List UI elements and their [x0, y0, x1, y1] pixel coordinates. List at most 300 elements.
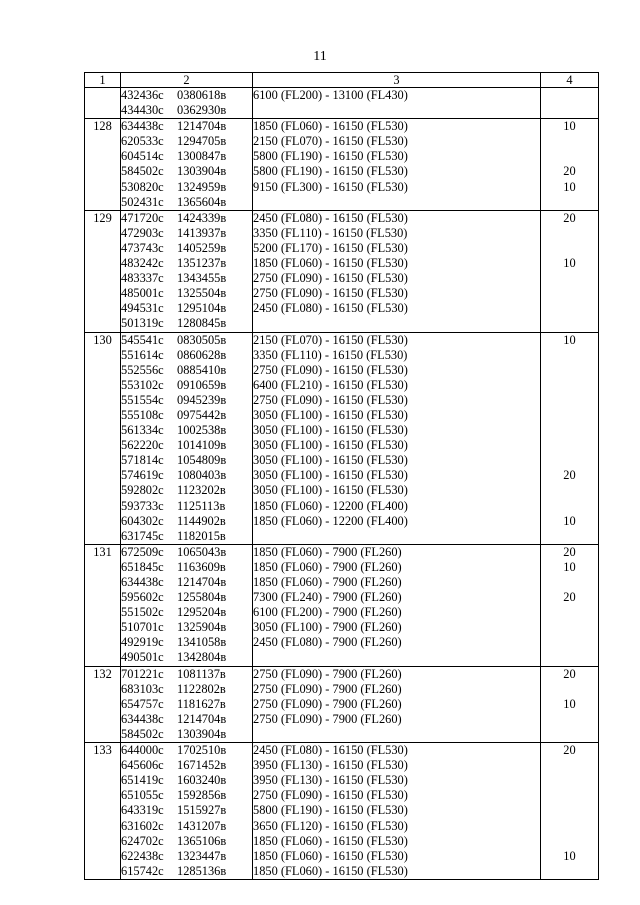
coordinate-pair: [121, 773, 252, 788]
value: [541, 393, 598, 408]
value: [541, 453, 598, 468]
altitude-range: 3050 (FL100) - 7900 (FL260): [253, 620, 402, 635]
value: 20: [563, 743, 576, 758]
value: [541, 788, 598, 803]
altitude-range: 3350 (FL110) - 16150 (FL530): [253, 347, 408, 362]
longitude: 1214704в: [177, 575, 227, 589]
longitude: 1295204в: [177, 605, 227, 620]
altitude-range: 5800 (FL190) - 16150 (FL530): [253, 149, 408, 164]
altitude-range: 5800 (FL190) - 16150 (FL530): [253, 803, 408, 818]
altitude-range: 2750 (FL090) - 16150 (FL530): [253, 392, 408, 407]
altitude-range: 2750 (FL090) - 7900 (FL260): [253, 666, 402, 681]
latitude: 574619с: [121, 468, 164, 483]
coordinate-pair: [121, 378, 252, 393]
altitude-range: 3050 (FL100) - 16150 (FL530): [253, 407, 408, 422]
altitude-range: 6400 (FL210) - 16150 (FL530): [253, 377, 408, 392]
latitude: 473743с: [121, 240, 164, 255]
table-row: [85, 743, 599, 880]
value: 10: [563, 256, 576, 271]
value: [541, 88, 598, 103]
longitude: 1285136в: [177, 863, 227, 878]
value: 20: [563, 590, 576, 605]
longitude: 1182015в: [177, 528, 226, 543]
longitude: 1300847в: [177, 149, 227, 164]
coordinate-pair: [121, 712, 252, 727]
table-row: [85, 544, 599, 666]
value: [541, 134, 598, 149]
latitude: 551554с: [121, 392, 164, 407]
coordinate-pair: [121, 788, 252, 803]
value: [541, 803, 598, 818]
coordinate-pair: [121, 226, 252, 241]
group-number: [85, 743, 121, 880]
altitude-range: 2750 (FL090) - 16150 (FL530): [253, 271, 408, 286]
coordinate-pair: [121, 667, 252, 682]
value: [541, 438, 598, 453]
longitude: 1002538в: [177, 423, 227, 438]
latitude: 553102с: [121, 377, 164, 392]
value: 20: [563, 210, 576, 225]
latitude: 620533с: [121, 134, 164, 149]
coordinate-pair: [121, 560, 252, 575]
coordinate-pair: [121, 363, 252, 378]
coordinate-pair: [121, 256, 252, 271]
group-number-text: 129: [93, 210, 112, 225]
longitude: 0380618в: [177, 88, 227, 102]
longitude: 1280845в: [177, 316, 227, 331]
longitude: 1081137в: [177, 666, 226, 681]
value: [541, 241, 598, 256]
longitude: 0860628в: [177, 347, 227, 362]
group-number: [85, 119, 121, 211]
header-col-1: 1: [85, 73, 121, 88]
value: [541, 712, 598, 727]
altitude-range: 5800 (FL190) - 16150 (FL530): [253, 164, 408, 179]
value: [541, 423, 598, 438]
longitude: 1214704в: [177, 119, 227, 134]
value: [541, 635, 598, 650]
coordinate-pair: [121, 134, 252, 149]
coordinates-cell: [121, 119, 253, 211]
coordinate-pair: [121, 682, 252, 697]
value-cell: [541, 743, 599, 880]
coordinate-pair: [121, 271, 252, 286]
longitude: 1294705в: [177, 134, 227, 149]
altitude-range: 1850 (FL060) - 16150 (FL530): [253, 833, 408, 848]
latitude: 492919с: [121, 635, 164, 650]
longitude: 1323447в: [177, 848, 227, 863]
altitude-range: 1850 (FL060) - 12200 (FL400): [253, 513, 408, 528]
altitude-range: 2450 (FL080) - 16150 (FL530): [253, 301, 408, 316]
value: 10: [563, 559, 576, 574]
group-number: [85, 88, 121, 119]
latitude: 644000с: [121, 743, 164, 758]
latitude: 551614с: [121, 347, 164, 362]
longitude: 1054809в: [177, 453, 227, 468]
longitude: 1122802в: [177, 681, 226, 696]
altitude-range: 1850 (FL060) - 7900 (FL260): [253, 575, 402, 589]
value: [541, 316, 598, 331]
longitude: 1163609в: [177, 559, 226, 574]
group-number-text: 128: [93, 119, 112, 134]
longitude: 1255804в: [177, 590, 227, 605]
latitude: 510701с: [121, 620, 164, 635]
altitude-range: 1850 (FL060) - 12200 (FL400): [253, 498, 408, 513]
longitude: 1303904в: [177, 164, 227, 179]
altitude-range: [253, 103, 540, 118]
longitude: 1702510в: [177, 743, 227, 758]
coordinate-pair: [121, 650, 252, 665]
latitude: 624702с: [121, 833, 164, 848]
coordinate-pair: [121, 301, 252, 316]
value: 10: [563, 179, 576, 194]
coordinate-pair: [121, 438, 252, 453]
group-number: [85, 666, 121, 742]
table-body: [85, 88, 599, 880]
longitude: 1365604в: [177, 194, 227, 209]
latitude: 555108с: [121, 407, 164, 422]
value-cell: [541, 332, 599, 544]
altitude-range: 3050 (FL100) - 16150 (FL530): [253, 423, 408, 438]
coordinate-pair: [121, 758, 252, 773]
longitude: 1065043в: [177, 544, 227, 559]
coordinate-pair: [121, 819, 252, 834]
value: [541, 499, 598, 514]
header-col-2: 2: [121, 73, 253, 88]
altitude-range: 9150 (FL300) - 16150 (FL530): [253, 179, 408, 194]
longitude: 1424339в: [177, 210, 227, 225]
value-cell: [541, 119, 599, 211]
latitude: 584502с: [121, 164, 164, 179]
altitude-range: 5200 (FL170) - 16150 (FL530): [253, 240, 408, 255]
coordinate-pair: [121, 605, 252, 620]
latitude: 483242с: [121, 256, 164, 271]
value: 10: [563, 332, 576, 347]
longitude: 1324959в: [177, 179, 227, 194]
value-cell: [541, 210, 599, 332]
coordinate-pair: [121, 545, 252, 560]
coordinate-pair: [121, 103, 252, 118]
altitude-range: 2750 (FL090) - 16150 (FL530): [253, 788, 408, 803]
longitude: 1341058в: [177, 635, 227, 650]
coordinate-pair: [121, 697, 252, 712]
latitude: 571814с: [121, 453, 164, 468]
table-row: [85, 210, 599, 332]
longitude: 1123202в: [177, 483, 226, 498]
table-row: [85, 88, 599, 119]
altitude-range: 2450 (FL080) - 7900 (FL260): [253, 635, 402, 650]
altitude-range: 3050 (FL100) - 16150 (FL530): [253, 468, 408, 483]
value-cell: [541, 544, 599, 666]
longitude: 1014109в: [177, 438, 227, 453]
value: [541, 363, 598, 378]
value-cell: [541, 88, 599, 119]
coordinate-pair: [121, 743, 252, 758]
altitude-range: 1850 (FL060) - 7900 (FL260): [253, 544, 402, 559]
coordinate-pair: [121, 333, 252, 348]
coordinate-pair: [121, 316, 252, 331]
value: [541, 408, 598, 423]
altitude-range: 2750 (FL090) - 7900 (FL260): [253, 696, 402, 711]
longitude: 0910659в: [177, 377, 227, 392]
longitude: 0830505в: [177, 332, 227, 347]
altitude-range: 2450 (FL080) - 16150 (FL530): [253, 210, 408, 225]
coordinate-pair: [121, 423, 252, 438]
coordinate-pair: [121, 348, 252, 363]
value: 20: [563, 468, 576, 483]
longitude: 1125113в: [177, 498, 226, 513]
value: [541, 271, 598, 286]
latitude: 471720с: [121, 210, 164, 225]
table-row: [85, 119, 599, 211]
group-number-text: 133: [93, 743, 112, 758]
altitude-range: 2750 (FL090) - 7900 (FL260): [253, 711, 402, 726]
group-number: [85, 210, 121, 332]
altitude-range-cell: [253, 88, 541, 119]
longitude: 1413937в: [177, 225, 227, 240]
longitude: 1342804в: [177, 650, 227, 665]
longitude: 1325904в: [177, 620, 227, 635]
latitude: 645606с: [121, 758, 164, 773]
longitude: 1325504в: [177, 286, 227, 301]
longitude: 1671452в: [177, 758, 227, 773]
group-number-text: 131: [93, 544, 112, 559]
value-cell: [541, 666, 599, 742]
altitude-range: [253, 316, 540, 331]
latitude: 634438с: [121, 575, 164, 589]
coordinate-pair: [121, 211, 252, 226]
latitude: 472903с: [121, 225, 164, 240]
coordinate-pair: [121, 575, 252, 590]
latitude: 434430с: [121, 103, 164, 118]
value: [541, 575, 598, 590]
latitude: 604514с: [121, 149, 164, 164]
longitude: 1351237в: [177, 256, 227, 271]
altitude-range: [253, 650, 540, 665]
altitude-range: 1850 (FL060) - 16150 (FL530): [253, 256, 408, 271]
latitude: 501319с: [121, 316, 164, 331]
latitude: 490501с: [121, 650, 164, 665]
coordinate-pair: [121, 590, 252, 605]
altitude-range: [253, 195, 540, 210]
altitude-range: 3950 (FL130) - 16150 (FL530): [253, 758, 408, 773]
coordinate-pair: [121, 408, 252, 423]
longitude: 1214704в: [177, 711, 227, 726]
coordinate-pair: [121, 468, 252, 483]
value: [541, 301, 598, 316]
latitude: 483337с: [121, 271, 164, 286]
altitude-range: 1850 (FL060) - 16150 (FL530): [253, 863, 408, 878]
coordinate-pair: [121, 834, 252, 849]
altitude-range-cell: [253, 210, 541, 332]
value: [541, 378, 598, 393]
value: [541, 682, 598, 697]
coordinates-cell: [121, 544, 253, 666]
altitude-range: 7300 (FL240) - 7900 (FL260): [253, 590, 402, 605]
value: [541, 864, 598, 879]
altitude-range: 1850 (FL060) - 16150 (FL530): [253, 119, 408, 134]
coordinate-pair: [121, 88, 252, 103]
latitude: 622438с: [121, 848, 164, 863]
longitude: 0945239в: [177, 392, 227, 407]
coordinate-pair: [121, 849, 252, 864]
group-number-text: [85, 88, 120, 103]
latitude: 651845с: [121, 559, 164, 574]
altitude-range: 1850 (FL060) - 16150 (FL530): [253, 848, 408, 863]
longitude: 1592856в: [177, 788, 227, 803]
latitude: 593733с: [121, 498, 164, 513]
latitude: 561334с: [121, 423, 164, 438]
value: 20: [563, 164, 576, 179]
latitude: 592802с: [121, 483, 164, 498]
longitude: 1603240в: [177, 773, 227, 788]
airspace-table: [84, 72, 599, 880]
latitude: 651419с: [121, 773, 164, 788]
value: 10: [563, 513, 576, 528]
altitude-range-cell: [253, 544, 541, 666]
page-number: 11: [313, 49, 327, 64]
latitude: 672509с: [121, 544, 164, 559]
latitude: 584502с: [121, 726, 164, 741]
coordinate-pair: [121, 453, 252, 468]
coordinate-pair: [121, 635, 252, 650]
latitude: 634438с: [121, 119, 164, 134]
latitude: 631602с: [121, 818, 164, 833]
coordinate-pair: [121, 241, 252, 256]
longitude: 1431207в: [177, 818, 227, 833]
latitude: 604302с: [121, 513, 164, 528]
coordinate-pair: [121, 195, 252, 210]
latitude: 683103с: [121, 681, 164, 696]
group-number-text: 130: [93, 332, 112, 347]
coordinates-cell: [121, 666, 253, 742]
value: [541, 286, 598, 301]
altitude-range: 3650 (FL120) - 16150 (FL530): [253, 818, 408, 833]
latitude: 615742с: [121, 863, 164, 878]
value: 10: [563, 848, 576, 863]
latitude: 494531с: [121, 301, 164, 316]
value: [541, 773, 598, 788]
longitude: 1080403в: [177, 468, 227, 483]
value: [541, 226, 598, 241]
latitude: 485001с: [121, 286, 164, 301]
altitude-range: 6100 (FL200) - 7900 (FL260): [253, 605, 402, 620]
value: [541, 605, 598, 620]
coordinate-pair: [121, 149, 252, 164]
longitude: 1405259в: [177, 240, 227, 255]
longitude: 1515927в: [177, 803, 227, 818]
latitude: 545541с: [121, 332, 164, 347]
altitude-range: 3050 (FL100) - 16150 (FL530): [253, 438, 408, 453]
latitude: 643319с: [121, 803, 164, 818]
longitude: 1365106в: [177, 833, 227, 848]
coordinate-pair: [121, 119, 252, 134]
value: [541, 529, 598, 544]
latitude: 631745с: [121, 528, 164, 543]
latitude: 654757с: [121, 696, 164, 711]
altitude-range-cell: [253, 332, 541, 544]
coordinate-pair: [121, 529, 252, 544]
coordinate-pair: [121, 180, 252, 195]
group-number-text: 132: [93, 666, 112, 681]
latitude: 502431с: [121, 194, 164, 209]
latitude: 552556с: [121, 362, 164, 377]
value: [541, 483, 598, 498]
value: [541, 103, 598, 118]
value: [541, 149, 598, 164]
altitude-range: 2750 (FL090) - 16150 (FL530): [253, 362, 408, 377]
latitude: 551502с: [121, 605, 164, 620]
coordinate-pair: [121, 483, 252, 498]
value: [541, 195, 598, 210]
latitude: 701221с: [121, 666, 164, 681]
coordinate-pair: [121, 620, 252, 635]
latitude: 562220с: [121, 438, 164, 453]
altitude-range-cell: [253, 119, 541, 211]
longitude: 0885410в: [177, 362, 227, 377]
header-row: [85, 73, 599, 88]
value: [541, 650, 598, 665]
coordinate-pair: [121, 286, 252, 301]
value: [541, 834, 598, 849]
coordinate-pair: [121, 864, 252, 879]
coordinate-pair: [121, 499, 252, 514]
value: [541, 727, 598, 742]
coordinate-pair: [121, 164, 252, 179]
value: 20: [563, 544, 576, 559]
header-col-4: 4: [541, 73, 599, 88]
altitude-range: 3050 (FL100) - 16150 (FL530): [253, 483, 408, 498]
latitude: 651055с: [121, 788, 164, 803]
table-row: [85, 332, 599, 544]
coordinate-pair: [121, 514, 252, 529]
value: [541, 758, 598, 773]
latitude: 530820с: [121, 179, 164, 194]
altitude-range: 2150 (FL070) - 16150 (FL530): [253, 134, 408, 149]
coordinate-pair: [121, 727, 252, 742]
group-number: [85, 544, 121, 666]
altitude-range: 3050 (FL100) - 16150 (FL530): [253, 453, 408, 468]
longitude: 1343455в: [177, 271, 227, 286]
altitude-range: 2750 (FL090) - 7900 (FL260): [253, 681, 402, 696]
altitude-range: 3950 (FL130) - 16150 (FL530): [253, 773, 408, 788]
latitude: 432436с: [121, 88, 164, 102]
table-row: [85, 666, 599, 742]
coordinates-cell: [121, 332, 253, 544]
longitude: 1181627в: [177, 696, 226, 711]
longitude: 1295104в: [177, 301, 227, 316]
altitude-range: 6100 (FL200) - 13100 (FL430): [253, 88, 408, 102]
group-number: [85, 332, 121, 544]
altitude-range: 3350 (FL110) - 16150 (FL530): [253, 225, 408, 240]
altitude-range: 1850 (FL060) - 7900 (FL260): [253, 559, 402, 574]
value: [541, 348, 598, 363]
altitude-range: 2450 (FL080) - 16150 (FL530): [253, 743, 408, 758]
value: [541, 620, 598, 635]
longitude: 0362930в: [177, 103, 227, 118]
value: 20: [563, 666, 576, 681]
coordinate-pair: [121, 393, 252, 408]
altitude-range: [253, 727, 540, 742]
coordinates-cell: [121, 743, 253, 880]
altitude-range-cell: [253, 666, 541, 742]
latitude: 595602с: [121, 590, 164, 605]
coordinates-cell: [121, 88, 253, 119]
coordinates-cell: [121, 210, 253, 332]
longitude: 1303904в: [177, 726, 227, 741]
value: [541, 819, 598, 834]
coordinate-pair: [121, 803, 252, 818]
